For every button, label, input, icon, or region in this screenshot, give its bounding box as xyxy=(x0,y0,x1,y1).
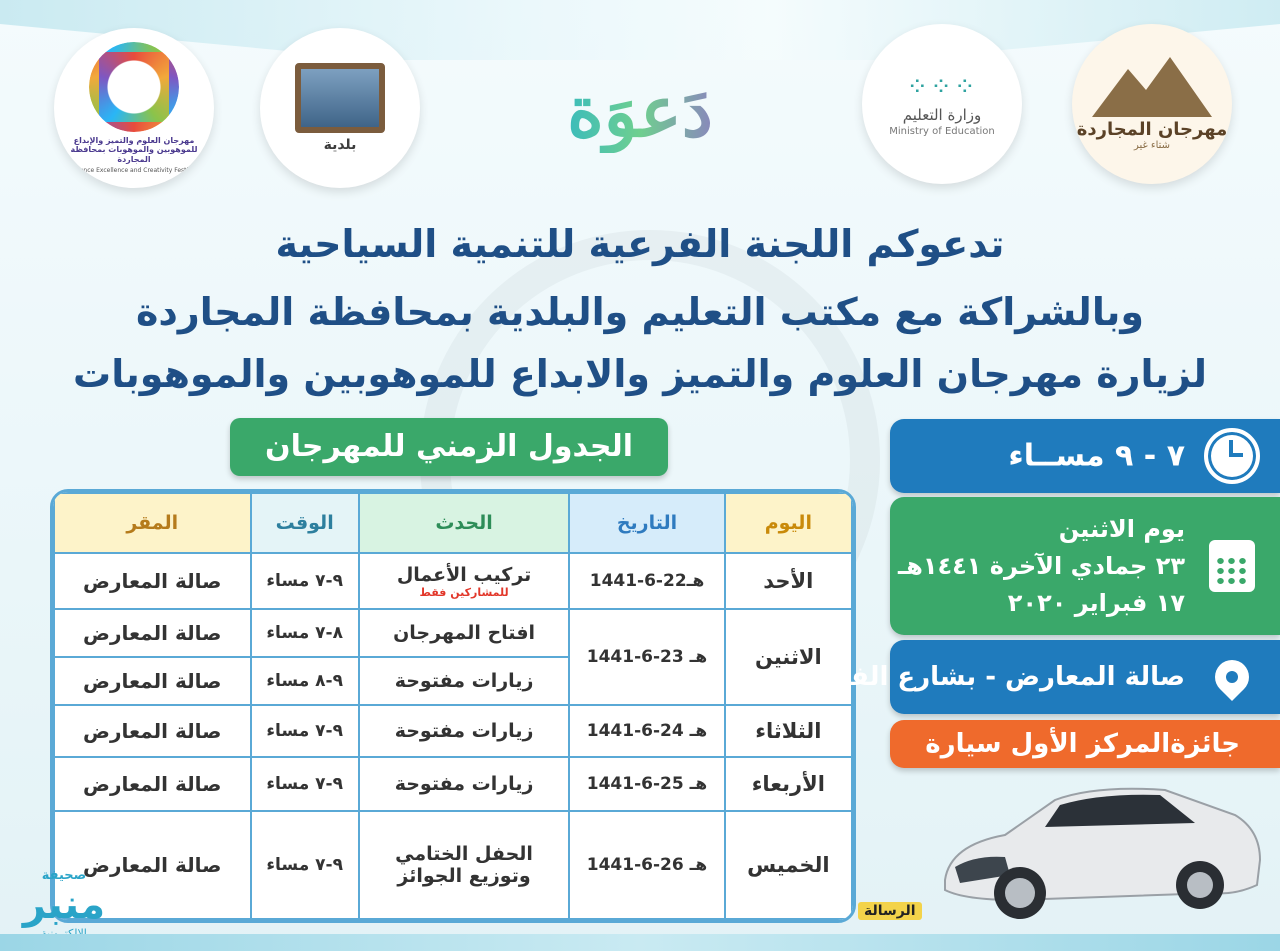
header-time: الوقت xyxy=(251,493,359,553)
table-row xyxy=(54,553,852,609)
row-event xyxy=(359,553,570,609)
row-day: الخميس xyxy=(725,811,852,919)
date-card-text xyxy=(898,511,1185,622)
clock-icon xyxy=(1204,428,1260,484)
watermark xyxy=(4,868,124,940)
schedule-table xyxy=(50,489,856,923)
header-venue: المقر xyxy=(54,493,251,553)
baladiya-logo xyxy=(260,28,420,188)
headline-line-3: لزيارة مهرجان العلوم والتميز والابداع للموهوبين والموهوبات xyxy=(73,352,1207,396)
row-event-label: تركيب الأعمال xyxy=(396,563,532,586)
bottom-bar xyxy=(0,934,1280,951)
row-venue: صالة المعارض xyxy=(54,553,251,609)
row-day: الأحد xyxy=(725,553,852,609)
row-event xyxy=(359,811,570,919)
row-venue: صالة المعارض xyxy=(54,757,251,811)
top-banner xyxy=(0,0,1280,60)
majarda-logo-title: مهرجان المجاردة xyxy=(1076,119,1228,140)
row-date: 1441-6-26 هـ xyxy=(569,811,724,919)
row-time: ٩-٨ مساء xyxy=(251,657,359,705)
building-icon xyxy=(295,63,385,133)
venue-card-text: صالة المعارض - بشارع الفن xyxy=(827,662,1185,692)
headline-line-2: وبالشراكة مع مكتب التعليم والبلدية بمحافظة المجاردة xyxy=(136,290,1144,334)
prize-card xyxy=(890,720,1280,768)
festival-logo xyxy=(54,28,214,188)
header-date: التاريخ xyxy=(569,493,724,553)
row-event-line-2: وتوزيع الجوائز xyxy=(397,865,531,887)
row-date: 1441-6-24 هـ xyxy=(569,705,724,757)
row-time: ٩-٧ مساء xyxy=(251,811,359,919)
header-day: اليوم xyxy=(725,493,852,553)
moe-logo-english: Ministry of Education xyxy=(889,125,995,137)
row-venue: صالة المعارض xyxy=(54,657,251,705)
schedule-title: الجدول الزمني للمهرجان xyxy=(230,418,668,476)
row-date: 1441-6-25 هـ xyxy=(569,757,724,811)
row-day: الثلاثاء xyxy=(725,705,852,757)
table-header-row xyxy=(54,493,852,553)
row-venue: صالة المعارض xyxy=(54,705,251,757)
table-row xyxy=(54,757,852,811)
calendar-icon xyxy=(1204,538,1260,594)
table-row xyxy=(54,705,852,757)
festival-logo-subtitle: Science Excellence and Creativity Festival xyxy=(70,167,198,175)
row-event-note: للمشاركين فقط xyxy=(419,585,509,599)
car-image xyxy=(935,775,1265,925)
moe-logo xyxy=(862,24,1022,184)
row-time: ٩-٧ مساء xyxy=(251,705,359,757)
row-day: الأربعاء xyxy=(725,757,852,811)
moe-dots-icon: ⁘⁘⁘ xyxy=(906,71,978,102)
watermark-big: منبر xyxy=(22,882,106,928)
festival-ring-icon xyxy=(89,42,179,132)
baladiya-logo-label: بلدية xyxy=(323,137,357,153)
row-time: ٩-٧ مساء xyxy=(251,553,359,609)
row-event: زيارات مفتوحة xyxy=(359,757,570,811)
mountain-icon xyxy=(1092,57,1212,117)
header-event: الحدث xyxy=(359,493,570,553)
row-time: ٩-٧ مساء xyxy=(251,757,359,811)
publisher-logo: الرسالة xyxy=(858,902,922,920)
time-card xyxy=(890,419,1280,493)
row-date: 1441-6-23 هـ xyxy=(569,609,724,705)
date-card xyxy=(890,497,1280,635)
headline-line-1: تدعوكم اللجنة الفرعية للتنمية السياحية xyxy=(275,222,1005,266)
row-event: افتاح المهرجان xyxy=(359,609,570,657)
invitation-word: دَعوَة xyxy=(555,70,725,153)
time-card-text: ٧ - ٩ مســاء xyxy=(1008,438,1185,474)
row-event: زيارات مفتوحة xyxy=(359,705,570,757)
table-row xyxy=(54,811,852,919)
moe-logo-arabic: وزارة التعليم xyxy=(902,105,982,124)
row-venue: صالة المعارض xyxy=(54,811,251,919)
majarda-logo-subtitle: شتاء غير xyxy=(1133,140,1171,151)
venue-card xyxy=(827,640,1280,714)
row-date: 1441-6-22هـ xyxy=(569,553,724,609)
watermark-small: صحيفة xyxy=(41,868,87,883)
date-line-gregorian: ١٧ فبراير ٢٠٢٠ xyxy=(1007,589,1185,617)
row-event: زيارات مفتوحة xyxy=(359,657,570,705)
row-event-line-1: الحفل الختامي xyxy=(395,843,533,865)
festival-logo-title: مهرجان العلوم والتميز والإبداع للموهوبين والموهوبات بمحافظة المجاردة xyxy=(70,135,198,164)
date-line-day: يوم الاثنين xyxy=(1058,515,1185,543)
row-time: ٨-٧ مساء xyxy=(251,609,359,657)
majarda-logo xyxy=(1072,24,1232,184)
location-pin-icon xyxy=(1204,649,1260,705)
row-day: الاثنين xyxy=(725,609,852,705)
date-line-hijri: ٢٣ جمادي الآخرة ١٤٤١هـ xyxy=(897,552,1185,580)
row-venue: صالة المعارض xyxy=(54,609,251,657)
prize-text: جائزةالمركز الأول سيارة xyxy=(925,729,1240,759)
table-row xyxy=(54,609,852,657)
